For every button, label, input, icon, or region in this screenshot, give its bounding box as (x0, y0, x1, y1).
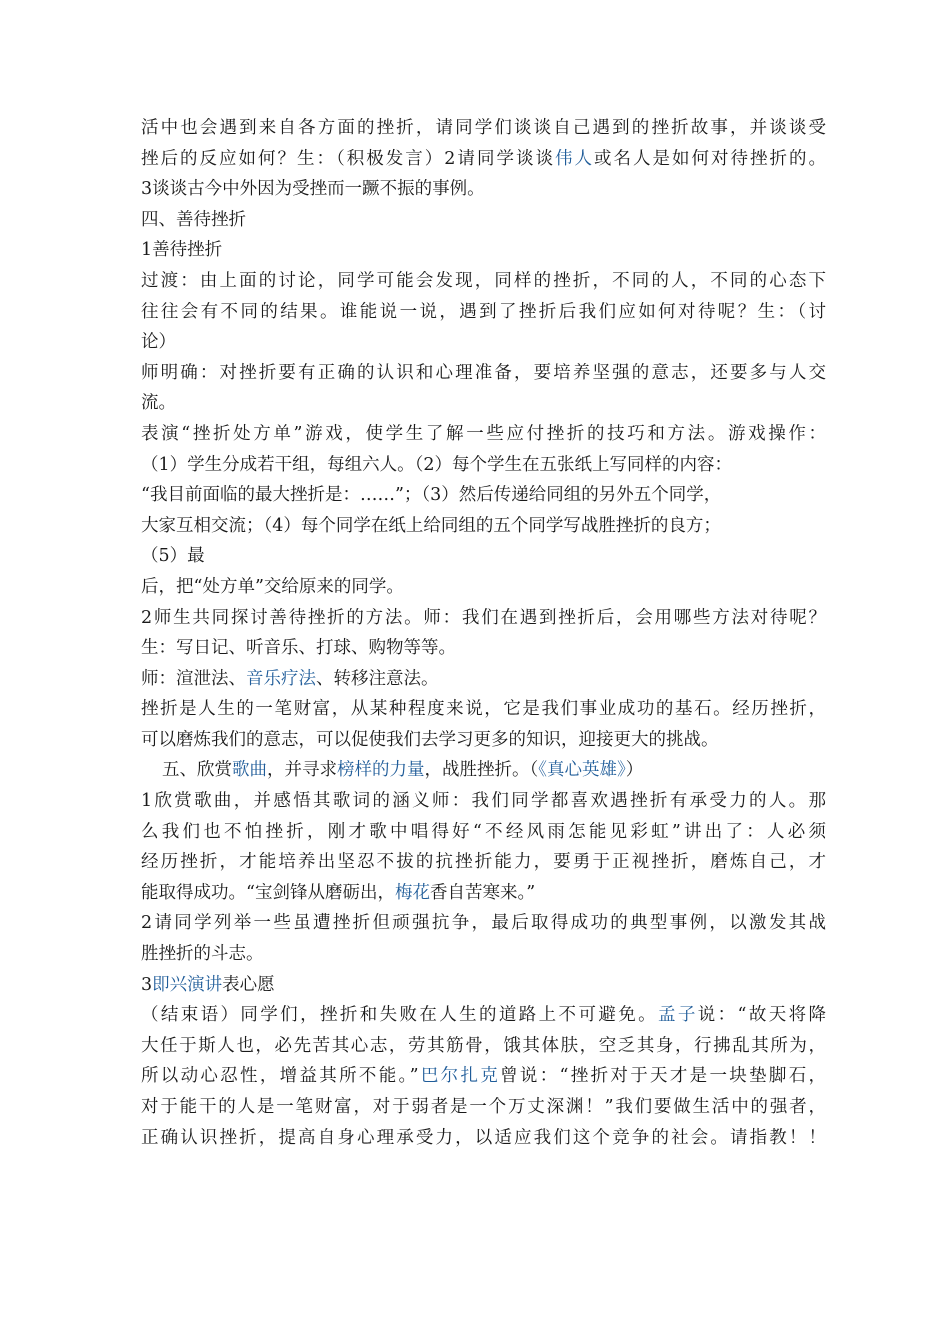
text-line (141, 541, 826, 572)
text-run: 五、欣赏 (162, 760, 232, 781)
text-line (141, 1031, 826, 1062)
text-run: 四、善待挫折 (141, 209, 246, 230)
text-line (141, 694, 826, 725)
text-run: 所以动心忍性，增益其所不能。” (141, 1066, 419, 1087)
text-line (141, 388, 826, 419)
text-line (141, 450, 826, 481)
text-run: 大任于斯人也，必先苦其心志，劳其筋骨，饿其体肤，空乏其身，行拂乱其所为， (141, 1035, 826, 1056)
text-run: 香自苦寒来。” (429, 882, 536, 903)
text-line (141, 755, 826, 786)
hyperlink[interactable]: 巴尔扎克 (418, 1066, 501, 1087)
text-line (141, 419, 826, 450)
text-run: 能取得成功。“宝剑锋从磨砺出， (141, 882, 395, 903)
text-line (141, 511, 826, 542)
text-line (141, 970, 826, 1001)
text-line (141, 235, 826, 266)
text-line (141, 878, 826, 909)
text-line (141, 817, 826, 848)
text-line (141, 205, 826, 236)
text-line (141, 1092, 826, 1123)
text-line (141, 939, 826, 970)
text-run: 可以磨炼我们的意志，可以促使我们去学习更多的知识，迎接更大的挑战。 (141, 729, 719, 750)
text-line (141, 358, 826, 389)
text-run: 2请同学列举一些虽遭挫折但顽强抗争，最后取得成功的典型事例，以激发其战 (141, 913, 826, 934)
text-line (141, 633, 826, 664)
hyperlink[interactable]: 榜样的力量 (337, 760, 425, 781)
text-run: 么我们也不怕挫折，刚才歌中唱得好“不经风雨怎能见彩虹”讲出了：人必须 (141, 821, 826, 842)
text-run: 表心愿 (222, 974, 275, 995)
document-body (141, 113, 826, 1153)
text-run: 流。 (141, 393, 176, 414)
text-run: 师：渲泄法、 (141, 668, 246, 689)
text-run: 1善待挫折 (141, 240, 223, 261)
text-run: 胜挫折的斗志。 (141, 944, 264, 965)
hyperlink[interactable]: 歌曲 (232, 760, 267, 781)
hyperlink[interactable]: 伟人 (554, 148, 594, 169)
text-run: ，并寻求 (267, 760, 337, 781)
text-run: 说：“故天将降 (697, 1005, 826, 1026)
text-line (141, 572, 826, 603)
text-run: 曾说：“挫折对于天才是一块垫脚石， (500, 1066, 826, 1087)
text-line (141, 1123, 826, 1154)
text-run: （1）学生分成若干组，每组六人。（2）每个学生在五张纸上写同样的内容： (141, 454, 733, 475)
hyperlink[interactable]: 即兴演讲 (152, 974, 223, 995)
text-line (141, 480, 826, 511)
text-run: 3谈谈古今中外因为受挫而一蹶不振的事例。 (141, 179, 485, 200)
text-line (141, 174, 826, 205)
text-run: 师明确：对挫折要有正确的认识和心理准备，要培养坚强的意志，还要多与人交 (141, 362, 826, 383)
text-run: 过渡：由上面的讨论，同学可能会发现，同样的挫折，不同的人，不同的心态下 (141, 270, 826, 291)
text-run: ） (625, 760, 644, 781)
hyperlink[interactable]: 孟子 (657, 1005, 698, 1026)
text-run: 正确认识挫折，提高自身心理承受力，以适应我们这个竞争的社会。请指教！！ (141, 1127, 826, 1148)
hyperlink[interactable]: 梅花 (394, 882, 430, 903)
hyperlink[interactable]: 《真心英雄》 (538, 760, 626, 781)
text-run: 3 (141, 974, 153, 995)
text-run: 论） (141, 332, 176, 353)
text-line (141, 113, 826, 144)
text-run: 挫后的反应如何？生：（积极发言）2请同学谈谈 (141, 148, 555, 169)
text-run: 对于能干的人是一笔财富，对于弱者是一个万丈深渊！”我们要做生活中的强者， (141, 1097, 826, 1117)
text-line (141, 1000, 826, 1031)
text-run: 经历挫折，才能培养出坚忍不拔的抗挫折能力，要勇于正视挫折，磨炼自己，才 (141, 852, 826, 873)
text-run: 挫折是人生的一笔财富，从某种程度来说，它是我们事业成功的基石。经历挫折， (141, 699, 826, 720)
text-line (141, 847, 826, 878)
text-run: 或名人是如何对待挫折的。 (593, 148, 826, 169)
text-run: 、转移注意法。 (316, 668, 439, 689)
text-run: （5）最 (141, 546, 205, 567)
text-line (141, 266, 826, 297)
text-line (141, 786, 826, 817)
text-line (141, 603, 826, 634)
text-line (141, 664, 826, 695)
text-run: 后，把“处方单”交给原来的同学。 (141, 576, 404, 597)
text-run: （结束语）同学们，挫折和失败在人生的道路上不可避免。 (141, 1005, 658, 1026)
text-run: 表演“挫折处方单”游戏，使学生了解一些应付挫折的技巧和方法。游戏操作： (141, 423, 826, 444)
text-run: 生：写日记、听音乐、打球、购物等等。 (141, 638, 456, 659)
text-line (141, 725, 826, 756)
text-line (141, 908, 826, 939)
text-line (141, 327, 826, 358)
text-run: “我目前面临的最大挫折是：……”；（3）然后传递给同组的另外五个同学， (141, 485, 722, 506)
text-run: 1欣赏歌曲，并感悟其歌词的涵义师：我们同学都喜欢遇挫折有承受力的人。那 (141, 791, 826, 812)
text-run: 2师生共同探讨善待挫折的方法。师：我们在遇到挫折后，会用哪些方法对待呢？ (141, 607, 826, 628)
text-line (141, 1061, 826, 1092)
text-line (141, 297, 826, 328)
text-run: 往往会有不同的结果。谁能说一说，遇到了挫折后我们应如何对待呢？生：（讨 (141, 301, 826, 322)
text-line (141, 144, 826, 175)
text-run: ，战胜挫折。（ (424, 760, 539, 781)
text-run: 活中也会遇到来自各方面的挫折，请同学们谈谈自己遇到的挫折故事，并谈谈受 (141, 118, 826, 138)
text-run: 大家互相交流；（4）每个同学在纸上给同组的五个同学写战胜挫折的良方； (141, 515, 721, 536)
hyperlink[interactable]: 音乐疗法 (246, 668, 316, 689)
